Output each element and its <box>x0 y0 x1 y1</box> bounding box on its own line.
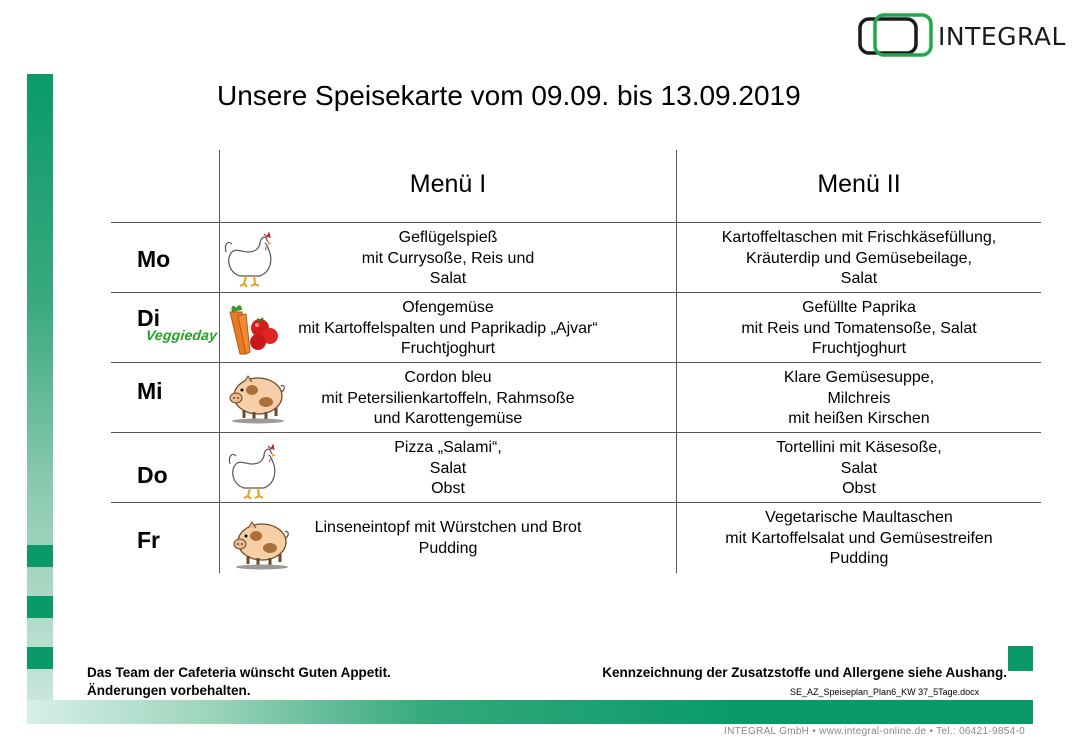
menu1-cell: Linseneintopf mit Würstchen und Brot Pudding <box>314 519 582 557</box>
page-title: Unsere Speisekarte vom 09.09. bis 13.09.2019 <box>217 80 801 111</box>
day-label: Do <box>137 462 168 488</box>
grid-line <box>111 292 1041 293</box>
chicken-icon <box>222 230 278 288</box>
day-label: Mo <box>137 246 171 272</box>
menu1-cell: Ofengemüse mit Kartoffelspalten und Paprikadip „Ajvar“ Fruchtjoghurt <box>298 299 598 357</box>
veggieday-badge: Veggieday <box>145 327 219 343</box>
left-decor-bar <box>27 74 53 724</box>
grid-line <box>111 502 1041 503</box>
menu1-cell: Geflügelspieß mit Currysoße, Reis und Salat <box>361 229 535 287</box>
menu2-cell: Klare Gemüsesuppe, Milchreis mit heißen Kirschen <box>783 369 935 427</box>
menu1-cell: Cordon bleu mit Petersilienkartoffeln, Rahmsoße und Karottengemüse <box>321 369 575 427</box>
day-label: Mi <box>137 378 163 404</box>
menu1-cell: Pizza „Salami“, Salat Obst <box>394 439 502 497</box>
document-reference: SE_AZ_Speiseplan_Plan6_KW 37_5Tage.docx <box>790 687 980 697</box>
menu2-cell: Vegetarische Maultaschen mit Kartoffelsalat und Gemüsestreifen Pudding <box>725 509 993 567</box>
decor-square <box>27 596 53 618</box>
footer-disclaimer: Änderungen vorbehalten. <box>87 683 251 698</box>
column-header-menu2: Menü II <box>817 170 901 198</box>
company-contact: INTEGRAL GmbH • www.integral-online.de • Tel.: 06421-9854-0 <box>724 726 1025 737</box>
footer-greeting: Das Team der Cafeteria wünscht Guten Appetit. <box>87 665 391 680</box>
vegetables-icon <box>224 302 280 358</box>
decor-square <box>1008 646 1033 671</box>
pig-icon <box>228 516 290 570</box>
day-label: Fr <box>137 527 160 553</box>
grid-line <box>111 222 1041 223</box>
menu2-cell: Kartoffeltaschen mit Frischkäsefüllung, Kräuterdip und Gemüsebeilage, Salat <box>721 229 997 287</box>
grid-line <box>111 432 1041 433</box>
bottom-decor-bar <box>27 700 1033 724</box>
footer-allergen-note: Kennzeichnung der Zusatzstoffe und Allergene siehe Aushang. <box>602 665 1007 680</box>
menu2-cell: Gefüllte Paprika mit Reis und Tomatensoße, Salat Fruchtjoghurt <box>741 299 977 357</box>
menu2-cell: Tortellini mit Käsesoße, Salat Obst <box>776 439 942 497</box>
logo-wordmark: INTEGRAL <box>938 22 1066 51</box>
decor-square <box>27 545 53 567</box>
decor-square <box>27 647 53 669</box>
pig-icon <box>224 370 286 424</box>
grid-line <box>111 362 1041 363</box>
chicken-icon <box>226 442 282 500</box>
day-label: Di <box>137 305 160 331</box>
column-header-menu1: Menü I <box>409 170 487 198</box>
